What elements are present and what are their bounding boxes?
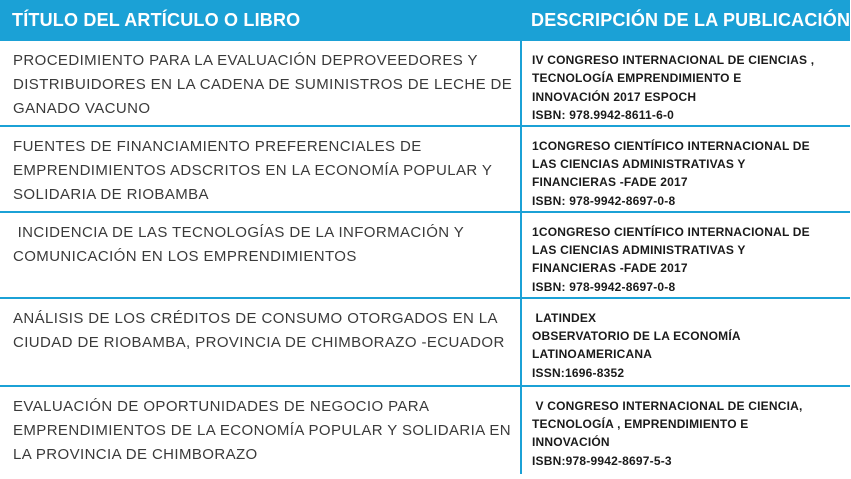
issn-line: ISSN:1696-8352 xyxy=(532,365,625,380)
title-line: EMPRENDIMIENTOS DE LA ECONOMÍA POPULAR Y SOLIDARIA EN xyxy=(13,421,511,439)
title-cell xyxy=(0,126,521,212)
description-line: V CONGRESO INTERNACIONAL DE CIENCIA, xyxy=(532,398,803,413)
description-line: LATINOAMERICANA xyxy=(532,347,653,362)
isbn-line: ISBN: 978-9942-8697-0-8 xyxy=(532,193,676,208)
description-cell xyxy=(521,386,850,474)
table-row xyxy=(0,386,850,474)
title-line: COMUNICACIÓN EN LOS EMPRENDIMIENTOS xyxy=(13,247,357,265)
description-line: IV CONGRESO INTERNACIONAL DE CIENCIAS , xyxy=(532,53,815,67)
title-line: FUENTES DE FINANCIAMIENTO PREFERENCIALES DE xyxy=(13,137,422,155)
title-line: GANADO VACUNO xyxy=(13,100,151,117)
title-line: SOLIDARIA DE RIOBAMBA xyxy=(13,185,209,203)
title-cell xyxy=(0,212,521,298)
description-line: 1CONGRESO CIENTÍFICO INTERNACIONAL DE xyxy=(532,138,810,153)
table-header-row xyxy=(0,0,850,41)
description-line: OBSERVATORIO DE LA ECONOMÍA xyxy=(532,329,741,344)
table-row xyxy=(0,298,850,386)
description-line: LATINDEX xyxy=(532,310,597,325)
description-line: TECNOLOGÍA EMPRENDIMIENTO E xyxy=(532,71,742,86)
title-line: LA PROVINCIA DE CHIMBORAZO xyxy=(13,445,258,463)
isbn-line: ISBN: 978-9942-8697-0-8 xyxy=(532,279,676,294)
title-line: DISTRIBUIDORES EN LA CADENA DE SUMINISTROS DE LECHE DE xyxy=(13,76,513,93)
isbn-line: ISBN: 978.9942-8611-6-0 xyxy=(532,108,675,123)
table-row xyxy=(0,41,850,126)
title-line: EVALUACIÓN DE OPORTUNIDADES DE NEGOCIO PARA xyxy=(13,397,430,415)
description-line: 1CONGRESO CIENTÍFICO INTERNACIONAL DE xyxy=(532,224,810,239)
table-row xyxy=(0,126,850,212)
table-row xyxy=(0,212,850,298)
description-line: LAS CIENCIAS ADMINISTRATIVAS Y xyxy=(532,243,746,258)
title-line: ANÁLISIS DE LOS CRÉDITOS DE CONSUMO OTORGADOS EN LA xyxy=(13,309,498,327)
description-cell xyxy=(521,126,850,212)
description-line: INNOVACIÓN 2017 ESPOCH xyxy=(532,89,697,104)
description-cell xyxy=(521,298,850,386)
description-line: INNOVACIÓN xyxy=(532,435,610,450)
description-line: FINANCIERAS -FADE 2017 xyxy=(532,261,688,276)
title-line: INCIDENCIA DE LAS TECNOLOGÍAS DE LA INFORMACIÓN Y xyxy=(13,223,465,241)
description-cell xyxy=(521,41,850,126)
title-cell xyxy=(0,41,521,126)
title-line: PROCEDIMIENTO PARA LA EVALUACIÓN DEPROVEEDORES Y xyxy=(13,52,478,69)
isbn-line: ISBN:978-9942-8697-5-3 xyxy=(532,453,672,468)
description-line: FINANCIERAS -FADE 2017 xyxy=(532,175,688,190)
title-line: CIUDAD DE RIOBAMBA, PROVINCIA DE CHIMBORAZO -ECUADOR xyxy=(13,333,505,351)
header-description-column: DESCRIPCIÓN DE LA PUBLICACIÓN xyxy=(521,0,850,41)
description-cell xyxy=(521,212,850,298)
description-line: TECNOLOGÍA , EMPRENDIMIENTO E xyxy=(532,417,749,432)
title-cell xyxy=(0,298,521,386)
title-line: EMPRENDIMIENTOS ADSCRITOS EN LA ECONOMÍA POPULAR Y xyxy=(13,161,493,179)
header-title-column: TÍTULO DEL ARTÍCULO O LIBRO xyxy=(0,0,521,41)
description-line: LAS CIENCIAS ADMINISTRATIVAS Y xyxy=(532,157,746,172)
title-cell xyxy=(0,386,521,474)
